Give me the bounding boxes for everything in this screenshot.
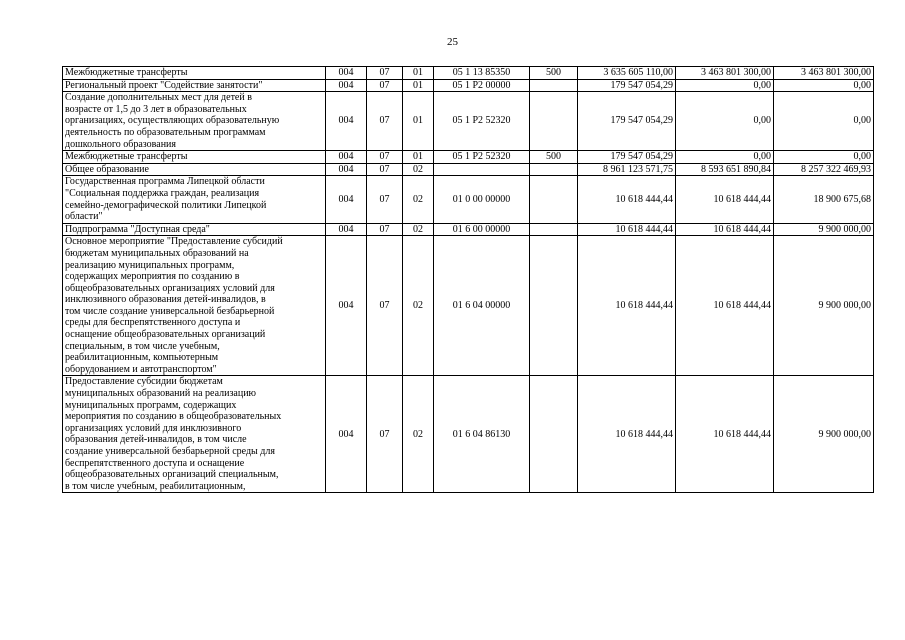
section-code: 07 xyxy=(367,176,403,223)
ministry-code: 004 xyxy=(326,176,367,223)
row-name: Создание дополнительных мест для детей в возрасте от 1,5 до 3 лет в образовательных организациях, осуществляющих образовательную деятельность по образовательным программам дошкольного образования xyxy=(63,92,326,151)
row-name: Государственная программа Липецкой области "Социальная поддержка граждан, реализация семейно-демографической политики Липецкой области" xyxy=(63,176,326,223)
amount-year-3: 9 900 000,00 xyxy=(774,236,874,376)
amount-year-1: 179 547 054,29 xyxy=(578,79,676,92)
target-article: 01 6 04 00000 xyxy=(434,236,530,376)
table-row xyxy=(63,376,874,493)
amount-year-3: 18 900 675,68 xyxy=(774,176,874,223)
row-name: Региональный проект "Содействие занятости" xyxy=(63,79,326,92)
amount-year-1: 10 618 444,44 xyxy=(578,176,676,223)
expense-type xyxy=(530,376,578,493)
row-name: Основное мероприятие "Предоставление субсидий бюджетам муниципальных образований на реализацию муниципальных программ, содержащих мероприятия по созданию в общеобразовательных организациях условий для инклюзивного образования детей-инвалидов, в том числе создание универсальной безбарьерной среды для беспрепятственного доступа и оснащение общеобразовательных организаций специальным, в том числе учебным, реабилитационным, компьютерным оборудованием и автотранспортом" xyxy=(63,236,326,376)
row-name: Предоставление субсидии бюджетам муниципальных образований на реализацию муниципальных программ, содержащих мероприятия по созданию в общеобразовательных организациях условий для инклюзивного образования детей-инвалидов, в том числе создание универсальной безбарьерной среды для беспрепятственного доступа и оснащение общеобразовательных организаций специальным, в том числе учебным, реабилитационным, xyxy=(63,376,326,493)
subsection-code: 02 xyxy=(403,376,434,493)
expense-type xyxy=(530,163,578,176)
ministry-code: 004 xyxy=(326,79,367,92)
subsection-code: 02 xyxy=(403,163,434,176)
amount-year-2: 0,00 xyxy=(676,79,774,92)
section-code: 07 xyxy=(367,151,403,164)
amount-year-3: 9 900 000,00 xyxy=(774,376,874,493)
target-article: 05 1 P2 00000 xyxy=(434,79,530,92)
subsection-code: 02 xyxy=(403,236,434,376)
row-name: Межбюджетные трансферты xyxy=(63,151,326,164)
expense-type: 500 xyxy=(530,67,578,80)
table-row xyxy=(63,223,874,236)
ministry-code: 004 xyxy=(326,151,367,164)
amount-year-2: 10 618 444,44 xyxy=(676,176,774,223)
amount-year-3: 0,00 xyxy=(774,92,874,151)
amount-year-3: 8 257 322 469,93 xyxy=(774,163,874,176)
expense-type xyxy=(530,176,578,223)
section-code: 07 xyxy=(367,163,403,176)
ministry-code: 004 xyxy=(326,223,367,236)
section-code: 07 xyxy=(367,376,403,493)
subsection-code: 01 xyxy=(403,151,434,164)
budget-table xyxy=(62,66,874,493)
table-row xyxy=(63,151,874,164)
amount-year-2: 10 618 444,44 xyxy=(676,236,774,376)
ministry-code: 004 xyxy=(326,163,367,176)
row-name: Общее образование xyxy=(63,163,326,176)
expense-type: 500 xyxy=(530,151,578,164)
target-article: 01 0 00 00000 xyxy=(434,176,530,223)
target-article: 05 1 13 85350 xyxy=(434,67,530,80)
amount-year-3: 0,00 xyxy=(774,79,874,92)
amount-year-2: 10 618 444,44 xyxy=(676,223,774,236)
section-code: 07 xyxy=(367,67,403,80)
target-article xyxy=(434,163,530,176)
ministry-code: 004 xyxy=(326,376,367,493)
subsection-code: 02 xyxy=(403,223,434,236)
table-row xyxy=(63,92,874,151)
target-article: 01 6 00 00000 xyxy=(434,223,530,236)
table-row xyxy=(63,236,874,376)
ministry-code: 004 xyxy=(326,92,367,151)
subsection-code: 02 xyxy=(403,176,434,223)
ministry-code: 004 xyxy=(326,236,367,376)
amount-year-1: 3 635 605 110,00 xyxy=(578,67,676,80)
ministry-code: 004 xyxy=(326,67,367,80)
amount-year-2: 8 593 651 890,84 xyxy=(676,163,774,176)
amount-year-2: 3 463 801 300,00 xyxy=(676,67,774,80)
amount-year-2: 10 618 444,44 xyxy=(676,376,774,493)
target-article: 01 6 04 86130 xyxy=(434,376,530,493)
table-row xyxy=(63,79,874,92)
expense-type xyxy=(530,236,578,376)
table-row xyxy=(63,67,874,80)
amount-year-1: 179 547 054,29 xyxy=(578,92,676,151)
section-code: 07 xyxy=(367,236,403,376)
amount-year-2: 0,00 xyxy=(676,151,774,164)
amount-year-3: 0,00 xyxy=(774,151,874,164)
subsection-code: 01 xyxy=(403,79,434,92)
amount-year-1: 10 618 444,44 xyxy=(578,223,676,236)
table-row xyxy=(63,176,874,223)
subsection-code: 01 xyxy=(403,92,434,151)
target-article: 05 1 P2 52320 xyxy=(434,92,530,151)
amount-year-1: 10 618 444,44 xyxy=(578,376,676,493)
expense-type xyxy=(530,79,578,92)
amount-year-3: 9 900 000,00 xyxy=(774,223,874,236)
amount-year-3: 3 463 801 300,00 xyxy=(774,67,874,80)
target-article: 05 1 P2 52320 xyxy=(434,151,530,164)
row-name: Межбюджетные трансферты xyxy=(63,67,326,80)
amount-year-1: 179 547 054,29 xyxy=(578,151,676,164)
table-row xyxy=(63,163,874,176)
row-name: Подпрограмма "Доступная среда" xyxy=(63,223,326,236)
amount-year-1: 8 961 123 571,75 xyxy=(578,163,676,176)
page-number: 25 xyxy=(447,36,458,48)
amount-year-1: 10 618 444,44 xyxy=(578,236,676,376)
section-code: 07 xyxy=(367,79,403,92)
section-code: 07 xyxy=(367,223,403,236)
section-code: 07 xyxy=(367,92,403,151)
expense-type xyxy=(530,223,578,236)
expense-type xyxy=(530,92,578,151)
amount-year-2: 0,00 xyxy=(676,92,774,151)
table-body xyxy=(63,67,874,493)
subsection-code: 01 xyxy=(403,67,434,80)
